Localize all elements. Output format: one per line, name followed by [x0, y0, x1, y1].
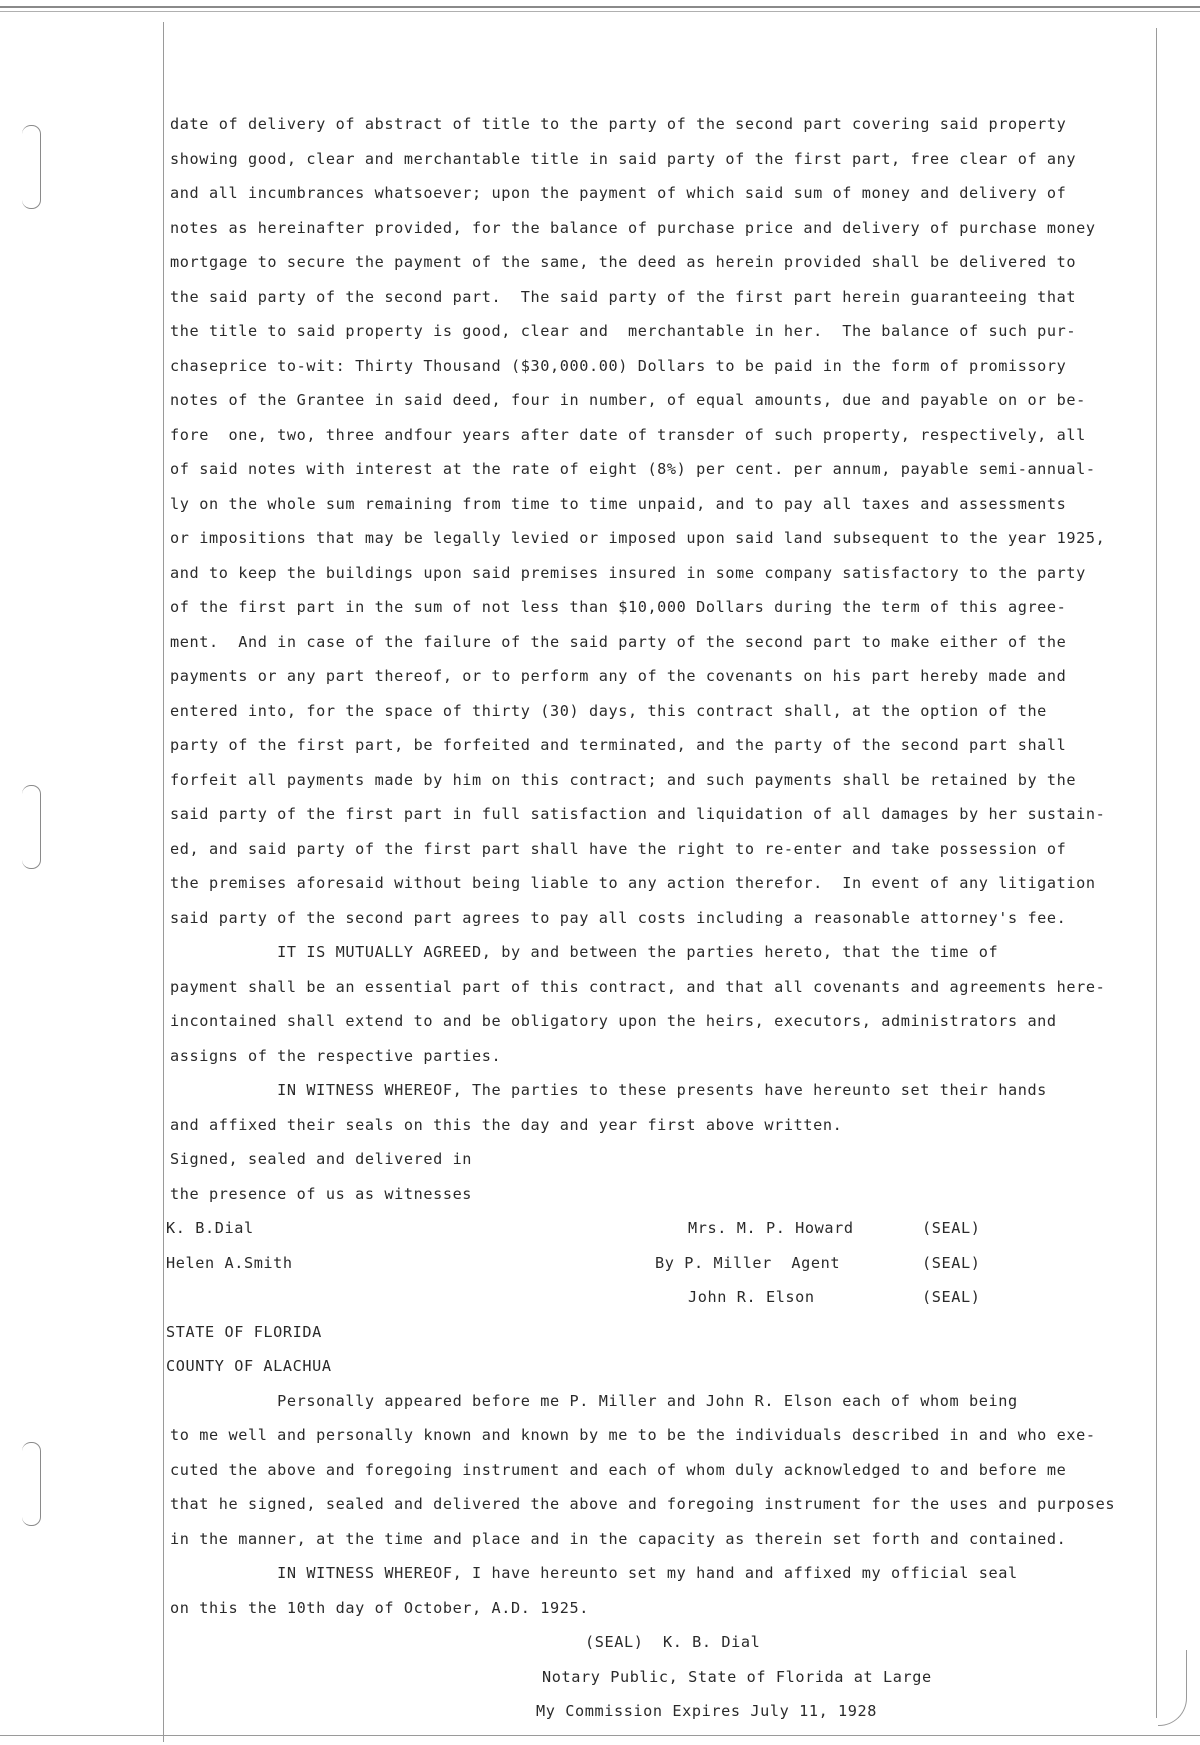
ack-line: to me well and personally known and known by me to be the individuals described in and who exe-	[170, 1426, 1096, 1444]
body-line: the presence of us as witnesses	[170, 1185, 473, 1203]
body-line: notes of the Grantee in said deed, four in number, of equal amounts, due and payable on or be-	[170, 391, 1086, 409]
body-line: payment shall be an essential part of this contract, and that all covenants and agreements here-	[170, 978, 1106, 996]
body-line: and affixed their seals on this the day and year first above written.	[170, 1116, 843, 1134]
body-line: entered into, for the space of thirty (30) days, this contract shall, at the option of the	[170, 702, 1047, 720]
body-line: of said notes with interest at the rate of eight (8%) per cent. per annum, payable semi-annual-	[170, 460, 1096, 478]
body-line: notes as hereinafter provided, for the balance of purchase price and delivery of purchase money	[170, 219, 1096, 237]
body-line: said party of the second part agrees to pay all costs including a reasonable attorney's fee.	[170, 909, 1067, 927]
notary-commission: My Commission Expires July 11, 1928	[536, 1702, 878, 1720]
body-line: or impositions that may be legally levied or imposed upon said land subsequent to the year 1925,	[170, 529, 1106, 547]
body-line: the premises aforesaid without being liable to any action therefor. In event of any litigation	[170, 874, 1096, 892]
body-line: payments or any part thereof, or to perform any of the covenants on his part hereby made and	[170, 667, 1067, 685]
binder-hole-bottom	[22, 1442, 41, 1526]
notary-seal-line: (SEAL) K. B. Dial	[585, 1633, 761, 1651]
right-margin-rule	[1156, 28, 1157, 1718]
body-line: chaseprice to-wit: Thirty Thousand ($30,000.00) Dollars to be paid in the form of promissory	[170, 357, 1067, 375]
body-line: assigns of the respective parties.	[170, 1047, 502, 1065]
witness-name: K. B.Dial	[166, 1219, 254, 1237]
county-heading: COUNTY OF ALACHUA	[166, 1357, 332, 1375]
notary-title: Notary Public, State of Florida at Large	[542, 1668, 932, 1686]
body-line: mortgage to secure the payment of the same, the deed as herein provided shall be delivered to	[170, 253, 1077, 271]
body-line: party of the first part, be forfeited and terminated, and the party of the second part shall	[170, 736, 1067, 754]
signatory-name: By P. Miller Agent	[655, 1254, 841, 1272]
body-line: showing good, clear and merchantable title in said party of the first part, free clear of any	[170, 150, 1077, 168]
binder-hole-top	[22, 125, 41, 209]
bottom-edge-line	[0, 1735, 1200, 1736]
ack-line: on this the 10th day of October, A.D. 1925.	[170, 1599, 589, 1617]
body-line: of the first part in the sum of not less than $10,000 Dollars during the term of this agree-	[170, 598, 1067, 616]
body-line: said party of the first part in full satisfaction and liquidation of all damages by her sustain-	[170, 805, 1106, 823]
body-line: the said party of the second part. The said party of the first part herein guaranteeing that	[170, 288, 1077, 306]
body-line: fore one, two, three andfour years after date of transder of such property, respectively, all	[170, 426, 1086, 444]
body-line: ment. And in case of the failure of the said party of the second part to make either of the	[170, 633, 1067, 651]
body-line: and all incumbrances whatsoever; upon the payment of which said sum of money and delivery of	[170, 184, 1067, 202]
body-line: and to keep the buildings upon said premises insured in some company satisfactory to the party	[170, 564, 1086, 582]
ack-line: IN WITNESS WHEREOF, I have hereunto set my hand and affixed my official seal	[170, 1564, 1018, 1582]
top-edge-line-secondary	[0, 11, 1200, 12]
ack-line: in the manner, at the time and place and in the capacity as therein set forth and contained.	[170, 1530, 1067, 1548]
seal-mark: (SEAL)	[922, 1254, 981, 1272]
body-line: forfeit all payments made by him on this contract; and such payments shall be retained by the	[170, 771, 1077, 789]
body-line: incontained shall extend to and be obligatory upon the heirs, executors, administrators and	[170, 1012, 1057, 1030]
binder-hole-middle	[22, 785, 41, 869]
body-line: ed, and said party of the first part shall have the right to re-enter and take possession of	[170, 840, 1067, 858]
ack-line: Personally appeared before me P. Miller and John R. Elson each of whom being	[170, 1392, 1018, 1410]
signatory-name: John R. Elson	[688, 1288, 815, 1306]
top-edge-line	[0, 6, 1200, 8]
state-heading: STATE OF FLORIDA	[166, 1323, 322, 1341]
ack-line: cuted the above and foregoing instrument and each of whom duly acknowledged to and before me	[170, 1461, 1067, 1479]
body-line: IT IS MUTUALLY AGREED, by and between the parties hereto, that the time of	[170, 943, 999, 961]
body-line: Signed, sealed and delivered in	[170, 1150, 473, 1168]
page-curl-corner	[1158, 1650, 1187, 1726]
seal-mark: (SEAL)	[922, 1288, 981, 1306]
body-line: ly on the whole sum remaining from time to time unpaid, and to pay all taxes and assessments	[170, 495, 1067, 513]
body-line: date of delivery of abstract of title to the party of the second part covering said property	[170, 115, 1067, 133]
seal-mark: (SEAL)	[922, 1219, 981, 1237]
signatory-name: Mrs. M. P. Howard	[688, 1219, 854, 1237]
ack-line: that he signed, sealed and delivered the above and foregoing instrument for the uses and purposes	[170, 1495, 1116, 1513]
body-line: IN WITNESS WHEREOF, The parties to these presents have hereunto set their hands	[170, 1081, 1047, 1099]
body-line: the title to said property is good, clear and merchantable in her. The balance of such pur-	[170, 322, 1077, 340]
left-margin-rule	[163, 22, 164, 1742]
witness-name: Helen A.Smith	[166, 1254, 293, 1272]
